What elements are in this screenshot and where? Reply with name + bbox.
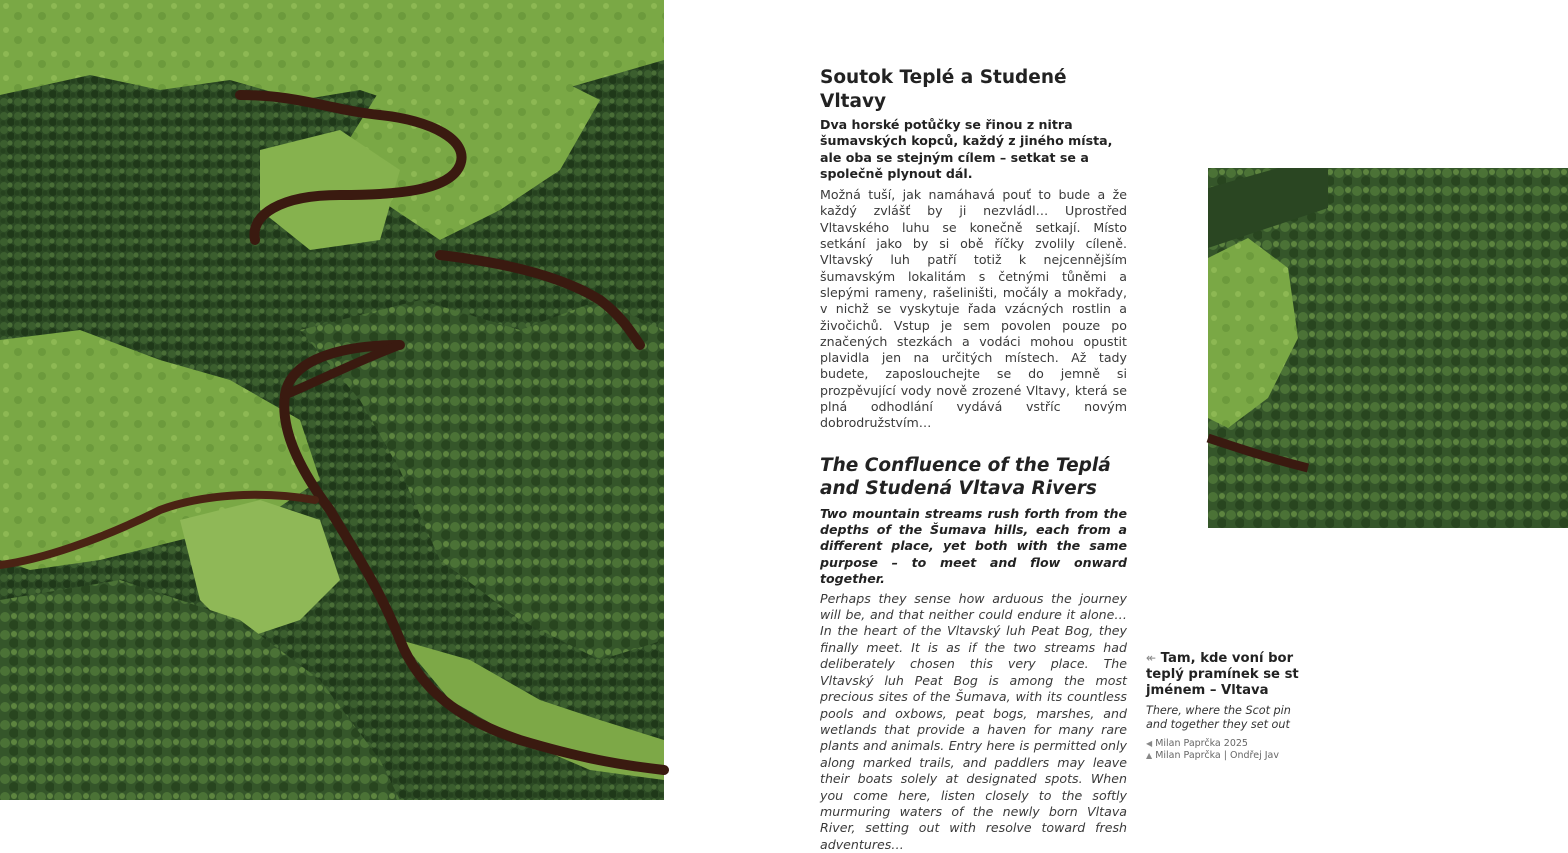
photo-credit-1-text: Milan Paprčka 2025 bbox=[1155, 737, 1248, 749]
caption-czech-line-1: Tam, kde voní bor bbox=[1160, 651, 1294, 666]
caption-czech-line-2: teplý pramínek se st bbox=[1146, 667, 1299, 683]
photo-caption bbox=[1146, 650, 1299, 763]
caption-english-line-1: There, where the Scot pin bbox=[1146, 703, 1291, 717]
aerial-photo-illustration bbox=[0, 0, 664, 800]
circular-photo bbox=[1208, 168, 1568, 528]
czech-lead: Dva horské potůčky se řinou z nitra šumavských kopců, každý z jiného místa, ale oba se stejným cílem – setkat se a společně plynout dál. bbox=[820, 117, 1113, 181]
caption-english bbox=[1146, 703, 1291, 733]
triangle-left-icon: ◀ bbox=[1146, 738, 1153, 748]
english-title: The Confluence of the Teplá and Studená Vltava Rivers bbox=[820, 454, 1111, 499]
triangle-up-icon: ▲ bbox=[1146, 751, 1153, 761]
english-lead: Two mountain streams rush forth from the depths of the Šumava hills, each from a different place, yet both with the same purpose – to meet and flow onward together. bbox=[820, 505, 1127, 587]
photo-credit-1 bbox=[1146, 738, 1280, 751]
arrow-left-icon: ↞ bbox=[1146, 651, 1157, 665]
circular-photo-illustration bbox=[1208, 168, 1568, 528]
photo-credit-2 bbox=[1146, 750, 1280, 763]
czech-body: Možná tuší, jak namáhavá pouť to bude a že každý zvlášť by ji nezvládl… Uprostřed Vltavského luhu se konečně setkají. Místo setkání jako by si obě říčky zvolily cíleně. Vltavský luh patří totiž k nejcennějším šumavským lokalitám s četnými tůněmi a slepými rameny, rašeliništi, močály a mokřady, v nichž se vyskytuje řada vzácných rostlin a živočichů. Vstup je sem povolen pouze po značených stezkách a vodáci mohou opustit plavidla jen na určitých místech. Až tady budete, zaposlouchejte se do jemně si prozpěvující vody nově zrozené Vltavy, která se plná odhodlání vydává vstříc novým dobrodružstvím… bbox=[820, 187, 1127, 431]
caption-english-line-2: and together they set out bbox=[1146, 718, 1290, 732]
photo-credit-2-text: Milan Paprčka | Ondřej Jav bbox=[1155, 750, 1279, 762]
czech-title: Soutok Teplé a Studené Vltavy bbox=[820, 67, 1067, 112]
caption-czech bbox=[1146, 650, 1299, 700]
caption-czech-line-3: jménem – Vltava bbox=[1146, 683, 1269, 699]
article-column bbox=[820, 66, 1127, 853]
aerial-photo-river bbox=[0, 0, 664, 800]
english-body: Perhaps they sense how arduous the journey will be, and that neither could endure it alone… In the heart of the Vltavský luh Peat Bog, they finally meet. It is as if the two streams had deliberately chosen this very place. The Vltavský luh Peat Bog is among the most precious sites of the Šumava, with its countless pools and oxbows, peat bogs, marshes, and wetlands that provide a haven for many rare plants and animals. Entry here is permitted only along marked trails, and paddlers may leave their boats solely at designated spots. When you come here, listen closely to the softly murmuring waters of the newly born Vltava River, setting out with resolve toward fresh adventures… bbox=[820, 590, 1127, 852]
